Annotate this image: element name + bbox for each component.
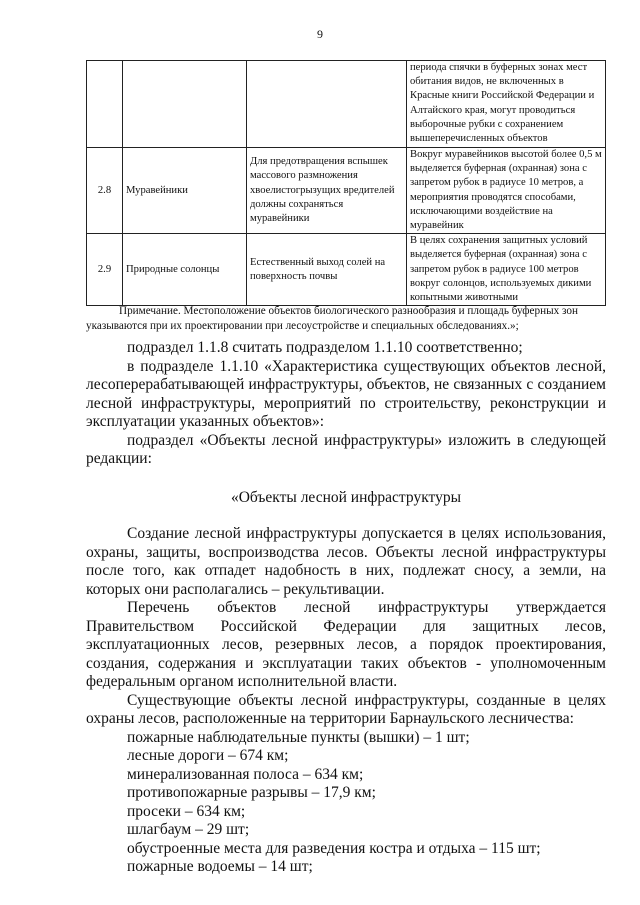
row-number-cell [87, 61, 123, 148]
biodiversity-table [86, 60, 606, 306]
object-name-cell: Муравейники [123, 148, 247, 234]
purpose-cell: Для предотвращения вспышек массового размножения хвоелистогрызущих вредителей должны сохраняться муравейники [247, 148, 407, 234]
list-item: обустроенные места для разведения костра и отдыха – 115 шт; [127, 839, 541, 857]
table-row [87, 148, 606, 234]
paragraph: в подразделе 1.1.10 «Характеристика существующих объектов лесной, лесоперерабатывающей инфраструктуры, объектов, не связанных с созданием лесной инфраструктуры, мероприятий по строительству, реконструкции и эксплуатации указанных объектов»: [86, 357, 606, 430]
page-number: 9 [317, 27, 323, 41]
table-row [87, 61, 606, 148]
paragraph: Создание лесной инфраструктуры допускается в целях использования, охраны, защиты, воспроизводства лесов. Объекты лесной инфраструктуры после того, как отпадет надобность в них, подлежат сносу, а земли, на которых они располагались – рекультивации. [86, 525, 606, 598]
paragraph: Существующие объекты лесной инфраструктуры, созданные в целях охраны лесов, расположенные на территории Барнаульского лесничества: [86, 691, 606, 727]
object-name-cell: Природные солонцы [123, 234, 247, 306]
table-note [86, 304, 606, 334]
paragraph: Перечень объектов лесной инфраструктуры утверждается Правительством Российской Федерации для защитных лесов, эксплуатационных лесов, резервных лесов, а порядок проектирования, создания, содержания и эксплуатации таких объектов - уполномоченным федеральным органом исполнительной власти. [86, 599, 606, 690]
list-item: пожарные водоемы – 14 шт; [127, 858, 313, 875]
regime-cell: Вокруг муравейников высотой более 0,5 м выделяется буферная (охранная) зона с запретом рубок в радиусе 10 метров, а мероприятия проводятся способами, исключающими воздействие на муравейник [407, 148, 606, 234]
regime-cell: периода спячки в буферных зонах мест обитания видов, не включенных в Красные книги Российской Федерации и Алтайского края, могут проводиться выборочные рубки с сохранением вышеперечисленных объектов [407, 61, 606, 148]
regime-cell: В целях сохранения защитных условий выделяется буферная (охранная) зона с запретом рубок в радиусе 100 метров вокруг солонцов, используемых дикими копытными животными [407, 234, 606, 306]
table-row [87, 234, 606, 306]
section-heading: «Объекты лесной инфраструктуры [230, 488, 462, 506]
list-item: шлагбаум – 29 шт; [127, 821, 250, 838]
purpose-cell: Естественный выход солей на поверхность почвы [247, 234, 407, 306]
list-item: просеки – 634 км; [127, 802, 246, 820]
object-name-cell [123, 61, 247, 148]
list-item: лесные дороги – 674 км; [127, 747, 289, 764]
row-number-cell: 2.8 [87, 148, 123, 234]
purpose-cell [247, 61, 407, 148]
paragraph: подраздел 1.1.8 считать подразделом 1.1.10 соответственно; [127, 339, 523, 356]
paragraph: подраздел «Объекты лесной инфраструктуры» изложить в следующей редакции: [86, 431, 606, 467]
note-text: Примечание. Местоположение объектов биологического разнообразия и площадь буферных зон указываются при их проектировании при лесоустройстве и специальных обследованиях.»; [86, 305, 578, 332]
list-item: минерализованная полоса – 634 км; [127, 765, 364, 783]
main-text [86, 339, 606, 877]
row-number-cell: 2.9 [87, 234, 123, 306]
list-item: противопожарные разрывы – 17,9 км; [127, 784, 376, 801]
list-item: пожарные наблюдательные пункты (вышки) – 1 шт; [127, 728, 470, 746]
